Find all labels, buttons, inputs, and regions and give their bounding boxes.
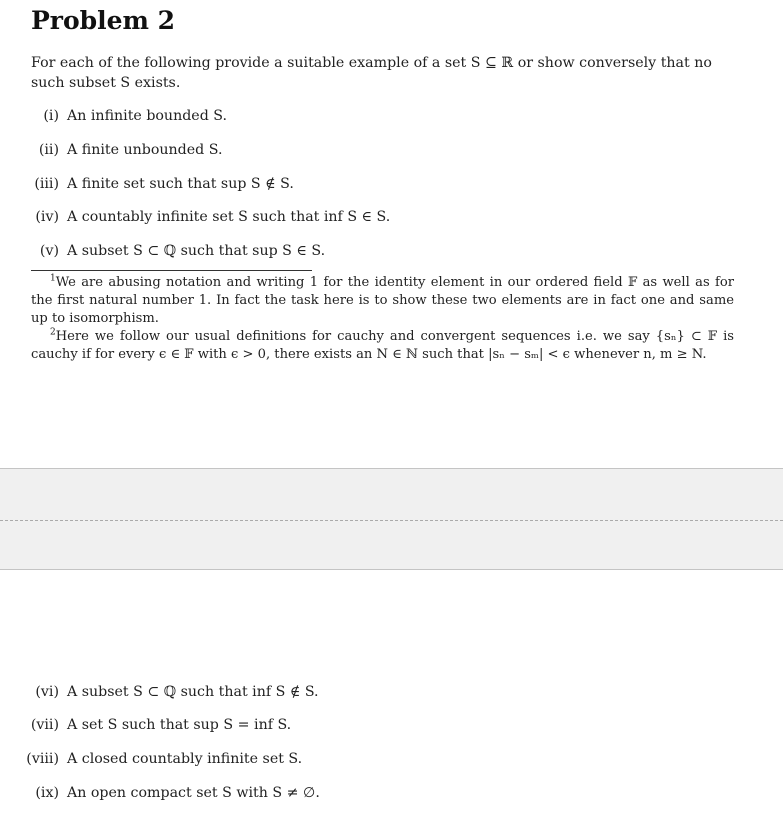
item-number: (ii) [38, 142, 59, 158]
item-text: A finite unbounded S. [67, 142, 223, 158]
item-number: (vii) [30, 717, 59, 733]
item-text: A set S such that sup S = inf S. [67, 717, 292, 733]
item-text: An open compact set S with S ≠ ∅. [67, 785, 320, 801]
item-text: An infinite bounded S. [67, 108, 228, 124]
footnote-1 [31, 274, 734, 328]
item-text: A subset S ⊂ ℚ such that inf S ∉ S. [67, 684, 319, 700]
item-text: A subset S ⊂ ℚ such that sup S ∈ S. [67, 243, 326, 259]
item-number: (ix) [35, 785, 59, 801]
footnote-mark: 2 [50, 327, 56, 338]
footnote-divider [31, 270, 312, 271]
page-2 [0, 570, 783, 820]
item-number: (iii) [34, 176, 59, 192]
list-item [0, 207, 390, 227]
problem-title: Problem 2 [31, 6, 176, 35]
list-item [0, 783, 320, 803]
list-item [0, 749, 302, 769]
item-text: A closed countably infinite set S. [67, 751, 303, 767]
list-item [0, 174, 294, 194]
item-number: (viii) [26, 751, 59, 767]
list-item [0, 682, 319, 702]
footnote-mark: 1 [50, 273, 56, 284]
item-number: (i) [43, 108, 59, 124]
footnote-2 [31, 328, 734, 364]
footnote-text: We are abusing notation and writing 1 for the identity element in our ordered field 𝔽 as well as for the first natural number 1. In fact the task here is to show these two elements are in fact one and same up to isomorphism. [31, 275, 734, 326]
item-number: (vi) [35, 684, 59, 700]
item-text: A finite set such that sup S ∉ S. [67, 176, 294, 192]
item-number: (iv) [35, 209, 59, 225]
list-item [0, 106, 227, 126]
item-text: A countably infinite set S such that inf S ∈ S. [67, 209, 391, 225]
list-item [0, 140, 222, 160]
item-number: (v) [39, 243, 59, 259]
page-break [0, 468, 783, 570]
list-item [0, 715, 291, 735]
page-break-dashed-line [0, 520, 783, 521]
problem-intro: For each of the following provide a suitable example of a set S ⊆ ℝ or show conversely that no such subset S exists. [31, 55, 712, 91]
footnote-text: Here we follow our usual definitions for cauchy and convergent sequences i.e. we say {sₙ} ⊂ 𝔽 is cauchy if for every ϵ ∈ 𝔽 with ϵ > 0, there exists an N ∈ ℕ such that |sₙ − sₘ| < ϵ whenever n, m ≥ N. [31, 329, 734, 362]
list-item [0, 241, 325, 261]
